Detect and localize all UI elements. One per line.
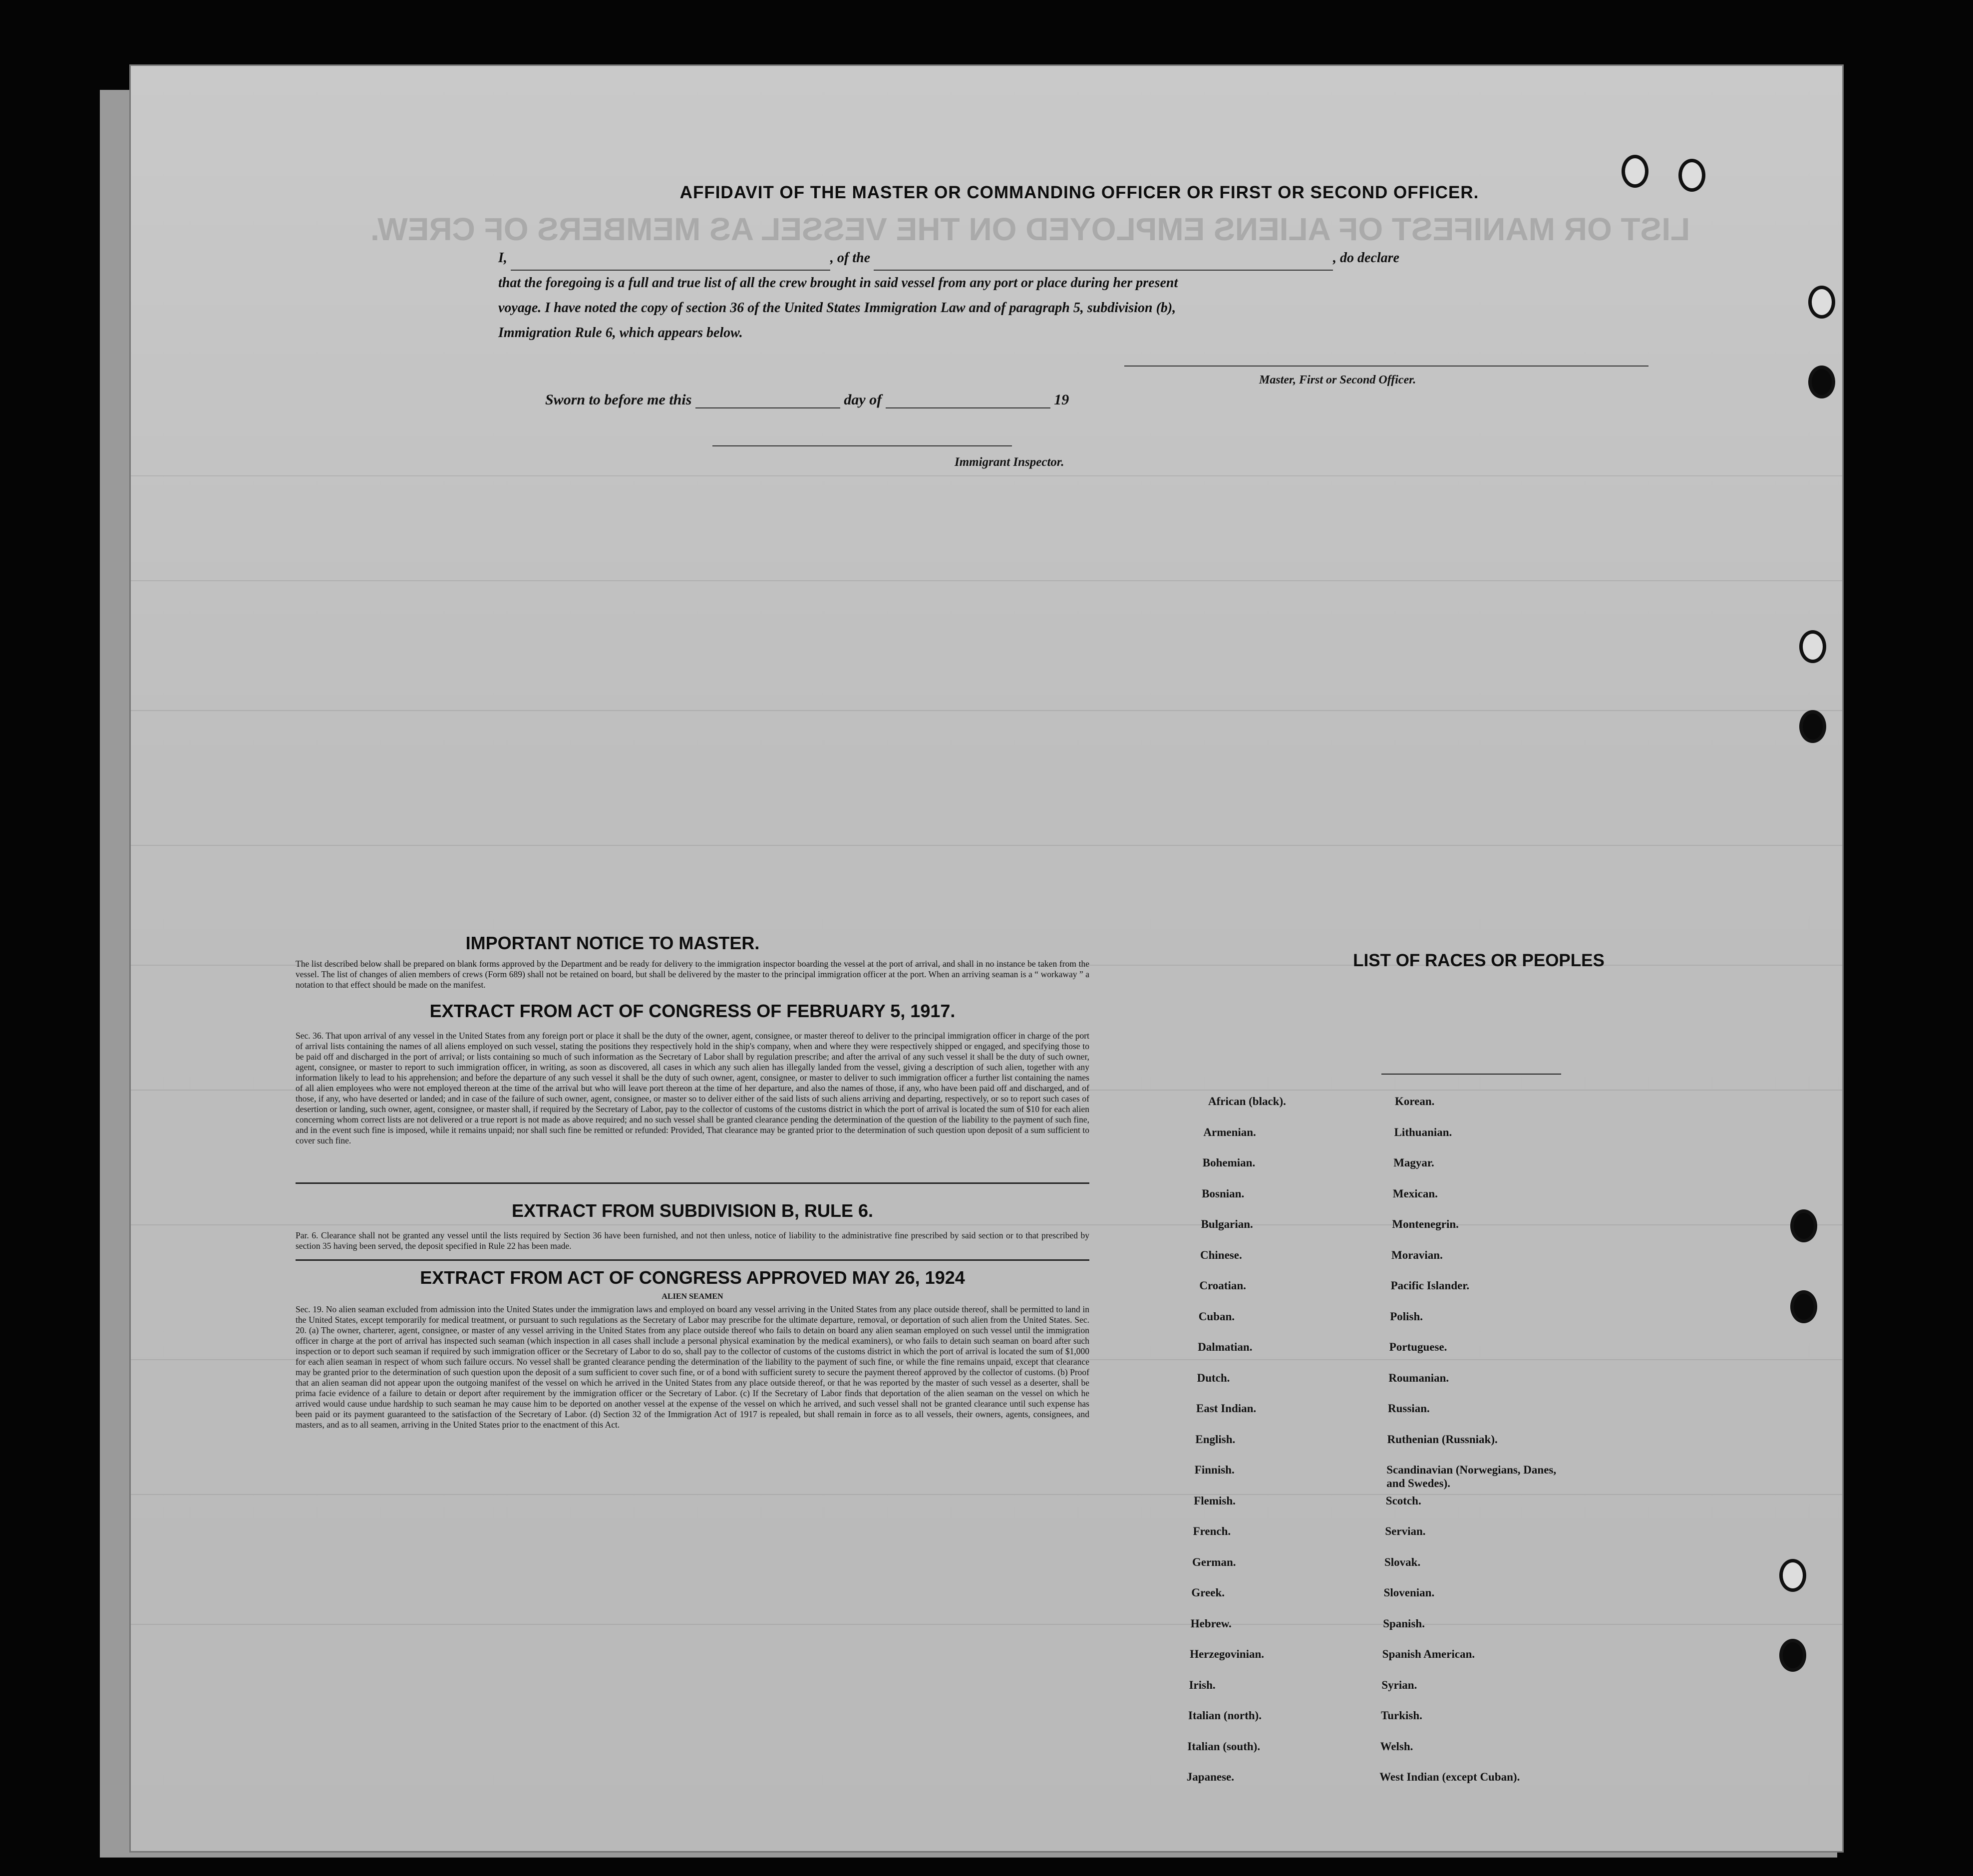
punch-hole-icon — [1622, 155, 1648, 188]
race-item: Lithuanian. — [1394, 1126, 1452, 1138]
race-item: Polish. — [1390, 1310, 1423, 1323]
race-item: Finnish. — [1194, 1464, 1235, 1476]
race-item: Slovak. — [1384, 1555, 1421, 1568]
punch-hole-icon — [1779, 1639, 1806, 1672]
race-item: Scandinavian (Norwegians, Danes, and Swedes). — [1386, 1464, 1557, 1490]
race-item: Welsh. — [1380, 1740, 1413, 1753]
race-item: Dalmatian. — [1198, 1341, 1253, 1353]
punch-hole-icon — [1678, 159, 1705, 192]
extract-1917-text: Sec. 36. That upon arrival of any vessel in the United States from any foreign port or place it shall be the duty of the owner, agent, consignee, or master thereof to deliver to the principal immigration officer in charge of the port of arrival lists containing the names of all aliens employed on such vessel, stating the positions they respectively hold in the ship's company, when and where they were respectively shipped or engaged, and specifying those to be paid off and discharged in the port of arrival; or lists containing so much of such information as the Secretary of Labor shall by regulation prescribe; and after the arrival of any such vessel it shall be the duty of such owner, agent, consignee, or master to report to such immigration officer, in writing, as soon as discovered, all cases in which any such alien has illegally landed from the vessel, giving a description of such alien, together with any information likely to lead to his apprehension; and before the departure of any such vessel it shall be the duty of such owner, agent, consignee, or master to deliver to such immigration officer a further list containing the names of all alien employees who were not employed thereon at the time of the arrival but who will leave port thereon at the time of her departure, and also the names of those, if any, who have been paid off and discharged, and of those, if any, who have deserted or landed; and in case of the failure of such owner, agent, consignee, or master so to deliver either of the said lists of such aliens arriving and departing, respectively, or so to report such cases of desertion or landing, such owner, agent, consignee, or master shall, if required by the Secretary of Labor, pay to the collector of customs of the customs district in which the port of arrival is located the sum of $10 for each alien concerning whom correct lists are not delivered or a true report is not made as above required; and no such vessel shall be granted clearance pending the determination of the question of the liability to the payment of such fine, and in the event such fine is imposed, while it remains unpaid; nor shall such fine be remitted or refunded: Provided, That clearance may be granted prior to the determination of such question upon deposit of a sum sufficient to cover such fine. — [296, 1031, 1089, 1145]
divider — [296, 1182, 1089, 1184]
sworn-year-prefix: 19 — [1054, 391, 1069, 408]
extract-rule6-title: EXTRACT FROM SUBDIVISION B, RULE 6. — [511, 1200, 874, 1221]
sworn-statement — [545, 391, 1069, 408]
race-item: Irish. — [1189, 1678, 1216, 1691]
race-item: Flemish. — [1194, 1494, 1236, 1507]
race-item: Moravian. — [1391, 1248, 1443, 1261]
affidavit-of-the: , of the — [830, 250, 871, 266]
race-item: Italian (north). — [1188, 1709, 1262, 1722]
punch-hole-icon — [1790, 1209, 1817, 1242]
race-item: West Indian (except Cuban). — [1379, 1771, 1520, 1783]
race-item: Portuguese. — [1389, 1341, 1447, 1353]
officer-signature-label: Master, First or Second Officer. — [1259, 374, 1416, 386]
extract-1924-text: Sec. 19. No alien seaman excluded from admission into the United States under the immigration laws and employed on board any vessel arriving in the United States from any place outside thereof, shall be permitted to land in the United States, except temporarily for medical treatment, or pursuant to such regulations as the Secretary of Labor may prescribe for the ultimate departure, removal, or deportation of such alien from the United States. Sec. 20. (a) The owner, charterer, agent, consignee, or master of any vessel arriving in the United States from any place outside thereof who fails to detain on board any alien seaman employed on such vessel until the immigration officer in charge at the port of arrival has inspected such seaman (which inspection in all cases shall include a personal physical examination by the medical examiners), or who fails to detain such seaman on board after such inspection or to deport such seaman if required by such immigration officer or the Secretary of Labor to do so, shall pay to the collector of customs of the customs district in which the port of arrival is located the sum of $1,000 for each alien seaman in respect of whom such failure occurs. No vessel shall be granted clearance pending the determination of the liability to the payment of such fine, or while the fine remains unpaid, except that clearance may be granted prior to the determination of such question upon the deposit of a sum sufficient to cover such fine, or of a bond with sufficient surety to secure the payment thereof approved by the collector of customs. (b) Proof that an alien seaman did not appear upon the outgoing manifest of the vessel on which he arrived in the United States from any place outside thereof, or that he was reported by the master of such vessel as a deserter, shall be prima facie evidence of a failure to detain or deport after requirement by the immigration officer or the Secretary of Labor. (c) If the Secretary of Labor finds that deportation of the alien seaman on the vessel on which he arrived would cause undue hardship to such seaman he may cause him to be deported on another vessel at the expense of the vessel on which he arrived, and such vessel shall not be granted clearance until such expense has been paid or its payment guaranteed to the satisfaction of the Secretary of Labor. (d) Section 32 of the Immigration Act of 1917 is repealed, but shall remain in force as to all vessels, their owners, agents, consignees, and masters, and as to all seamen, arriving in the United States prior to the enactment of this Act. — [296, 1304, 1089, 1430]
divider — [296, 1259, 1089, 1261]
race-item: Herzegovinian. — [1190, 1648, 1265, 1660]
race-item: Chinese. — [1200, 1248, 1242, 1261]
race-item: Ruthenian (Russniak). — [1387, 1433, 1498, 1446]
race-item: Spanish. — [1383, 1617, 1425, 1630]
affidavit-line-2: that the foregoing is a full and true list of all the crew brought in said vessel from any port or place during her present — [498, 275, 1178, 291]
race-item: Pacific Islander. — [1390, 1279, 1470, 1292]
race-item: Montenegrin. — [1392, 1218, 1459, 1230]
extract-1924-subtitle: ALIEN SEAMEN — [661, 1292, 723, 1301]
notice-title — [355, 933, 870, 954]
punch-hole-icon — [1799, 630, 1826, 663]
race-item: Syrian. — [1381, 1678, 1417, 1691]
races-title: LIST OF RACES OR PEOPLES — [1353, 951, 1605, 970]
race-item: Croatian. — [1199, 1279, 1246, 1292]
race-item: Bulgarian. — [1201, 1218, 1253, 1230]
race-item: Korean. — [1395, 1095, 1435, 1108]
sworn-day-field[interactable] — [695, 407, 840, 408]
inspector-label: Immigrant Inspector. — [955, 455, 1064, 469]
race-item: Bohemian. — [1202, 1156, 1256, 1169]
punch-hole-icon — [1779, 1559, 1806, 1592]
manifest-page: LIST OR MANIFEST OF ALIENS EMPLOYED ON THE VESSEL AS MEMBERS OF CREW. AFFIDAVIT OF THE MASTER OR COMMANDING OFFICER OR FIRST OR SECOND OFFICER. I, , of the , do declare that the foregoing is a full and true list of all the crew brought in said vessel from any port or place during her present voyage. I have noted the copy of section 36 of the United States Immigration Law and of paragraph 5, subdivision (b), Immigration Rule 6, which appears below. Master, First or Second Officer. Sworn to before me this day of 19 Immigrant Inspector. IMPORTANT NOTICE TO MASTER. The list described below shall be prepared on blank forms approved by the Department and be ready for delivery to the immigration inspector boarding the vessel at the port of arrival, and shall in no instance be taken from the vessel. The list of changes of alien members of crews (Form 689) shall not be retained on board, but shall be delivered by the master to the principal immigration officer at the port. When an arriving seaman is a “ workaway ” a notation to that effect should be made on the manifest. EXTRACT FROM ACT OF CONGRESS OF FEBRUARY 5, 1917. Sec. 36. That upon arrival of any vessel in the United States from any foreign port or place it shall be the duty of the owner, agent, consignee, or master thereof to deliver to the principal immigration officer in charge of the port of arrival lists containing the names of all aliens employed on such vessel, stating the positions they respectively hold in the ship's company, when and where they were respectively shipped or engaged, and specifying those to be paid off and discharged in the port of arrival; or lists containing so much of such information as the Secretary of Labor shall by regulation prescribe; and after the arrival of any such vessel it shall be the duty of such owner, agent, consignee, or master to report to such immigration officer, in writing, as soon as discovered, all cases in which any such alien has illegally landed from the vessel, giving a description of such alien, together with any information likely to lead to his apprehension; and before the departure of any such vessel it shall be the duty of such owner, agent, consignee, or master to deliver to such immigration officer a further list containing the names of all alien employees who were not employed thereon at the time of the arrival but who will leave port thereon at the time of her departure, and also the names of those, if any, who have been paid off and discharged, and of those, if any, who have deserted or landed; and in case of the failure of such owner, agent, consignee, or master so to deliver either of the said lists of such aliens arriving and departing, respectively, or so to report such cases of desertion or landing, such owner, agent, consignee, or master shall, if required by the Secretary of Labor, pay to the collector of customs of the customs district in which the port of arrival is located the sum of $10 for each alien concerning whom correct lists are not delivered or a true report is not made as above required; and no such vessel shall be granted clearance pending the determination of the question of the liability to the payment of such fine, and in the event such fine is imposed, while it remains unpaid; nor shall such fine be remitted or refunded: Provided, That clearance may be granted prior to the determination of such question upon deposit of a sum sufficient to cover such fine. EXTRACT FROM SUBDIVISION B, RULE 6. Par. 6. Clearance shall not be granted any vessel until the lists required by Section 36 have been furnished, and not then unless, notice of liability to the administrative fine prescribed by said section or to that prescribed by section 35 having been served, the deposit specified in Rule 22 has been made. EXTRACT FROM ACT OF CONGRESS APPROVED MAY 26, 1924 ALIEN SEAMEN Sec. 19. No alien seaman excluded from admission into the United States under the immigration laws and employed on board any vessel arriving in the United States from any place outside thereof, shall be permitted to land in the United States, except temporarily for medical treatment, or pursuant to such regulations as the Secretary of Labor may prescribe for the ultimate departure, removal, or deportation of such alien from the United States. Sec. 20. (a) The owner, charterer, agent, consignee, or master of any vessel arriving in the United States from any place outside thereof who fails to detain on board any alien seaman employed on such vessel until the immigration officer in charge at the port of arrival has inspected such seaman (which inspection in all cases shall include a personal physical examination by the medical examiners), or who fails to detain such seaman on board after such inspection or to deport such seaman if required by such immigration officer or the Secretary of Labor to do so, shall pay to the collector of customs of the customs district in which the port of arrival is located the sum of $1,000 for each alien seaman in respect of whom such failure occurs. No vessel shall be granted clearance pending the determination of the liability to the payment of such fine, or while the fine remains unpaid, except that clearance may be granted prior to the determination of such question upon the deposit of a sum sufficient to cover such fine, or of a bond with sufficient surety to secure the payment thereof approved by the collector of customs. (b) Proof that an alien seaman did not appear upon the outgoing manifest of the vessel on which he arrived in the United States from any place outside thereof, or that he was reported by the master of such vessel as a deserter, shall be prima facie evidence of a failure to detain or deport after requirement by the immigration officer or the Secretary of Labor. (c) If the Secretary of Labor finds that deportation of the alien seaman on the vessel on which he arrived would cause undue hardship to such seaman he may cause him to be deported on another vessel at the expense of the vessel on which he arrived, and such vessel shall not be granted clearance until such expense has been paid or its payment guaranteed to the satisfaction of the Secretary of Labor. (d) Section 32 of the Immigration Act of 1917 is repealed, but shall remain in force as to all vessels, their owners, agents, consignees, and masters, and as to all seamen, arriving in the United States prior to the enactment of this Act. LIST OF RACES OR PEOPLES African (black). Armenian. Bohemian. Bosnian. Bulgarian. Chinese. Croatian. Cuban. Dalmatian. Dutch. East Indian. English. Finnish. Flemish. French. German. Greek. Hebrew. Herzegovinian. Irish. Italian (north). Italian (south). Japanese. Korean. Lithuanian. Magyar. Mexican. Montenegrin. Moravian. Pacific Islander. Polish. Portuguese. Roumanian. Russian. Ruthenian (Russniak). Scandinavian (Norwegians, Danes, and Swedes). Scotch. Servian. Slovak. Slovenian. Spanish. Spanish American. Syrian. Turkish. Welsh. West Indian (except Cuban). — [131, 66, 1842, 1851]
race-item: East Indian. — [1196, 1402, 1257, 1415]
notice-text: The list described below shall be prepared on blank forms approved by the Department and be ready for delivery to the immigration inspector boarding the vessel at the port of arrival, and shall in no instance be taken from the vessel. The list of changes of alien members of crews (Form 689) shall not be retained on board, but shall be delivered by the master to the principal immigration officer at the port. When an arriving seaman is a “ workaway ” a notation to that effect should be made on the manifest. — [296, 959, 1089, 990]
race-item: English. — [1195, 1433, 1236, 1446]
race-item: Spanish American. — [1382, 1648, 1475, 1660]
race-item: Servian. — [1385, 1525, 1426, 1537]
race-item: Japanese. — [1186, 1771, 1234, 1783]
race-item: Dutch. — [1197, 1371, 1230, 1384]
race-item: Slovenian. — [1383, 1586, 1435, 1599]
affidavit-body — [498, 246, 1612, 346]
race-item: Russian. — [1388, 1402, 1430, 1415]
extract-1917-title: EXTRACT FROM ACT OF CONGRESS OF FEBRUARY 5, 1917. — [429, 1001, 956, 1021]
race-item: Cuban. — [1198, 1310, 1235, 1323]
affidavit-do-declare: , do declare — [1333, 250, 1399, 266]
race-item: Hebrew. — [1190, 1617, 1232, 1630]
sworn-month-field[interactable] — [886, 407, 1050, 408]
punch-hole-icon — [1808, 286, 1835, 319]
divider — [1381, 1074, 1561, 1075]
officer-signature-field[interactable] — [1124, 366, 1648, 367]
race-item: Mexican. — [1392, 1187, 1438, 1200]
extract-1924-title: EXTRACT FROM ACT OF CONGRESS APPROVED MAY 26, 1924 — [420, 1267, 965, 1288]
race-item: German. — [1192, 1555, 1236, 1568]
affidavit-line-4: Immigration Rule 6, which appears below. — [498, 325, 743, 341]
affidavit-line-3: voyage. I have noted the copy of section 36 of the United States Immigration Law and of paragraph 5, subdivision (b), — [498, 300, 1176, 316]
race-item: French. — [1193, 1525, 1231, 1537]
inspector-signature-field[interactable] — [712, 445, 1012, 446]
notice-title-text: IMPORTANT NOTICE TO MASTER. — [465, 933, 760, 953]
race-item: Bosnian. — [1202, 1187, 1245, 1200]
extract-rule6-text: Par. 6. Clearance shall not be granted any vessel until the lists required by Section 36 have been furnished, and not then unless, notice of liability to the administrative fine prescribed by said section or to that prescribed by section 35 having been served, the deposit specified in Rule 22 has been made. — [296, 1230, 1089, 1251]
race-item: Armenian. — [1203, 1126, 1256, 1138]
race-item: Greek. — [1191, 1586, 1225, 1599]
affidavit-declarant-prefix: I, — [498, 250, 507, 266]
sworn-prefix: Sworn to before me this — [545, 391, 692, 408]
punch-hole-icon — [1790, 1290, 1817, 1323]
race-item: African (black). — [1208, 1095, 1286, 1108]
punch-hole-icon — [1808, 366, 1835, 398]
sworn-day-of: day of — [844, 391, 882, 408]
punch-hole-icon — [1799, 710, 1826, 743]
race-item: Roumanian. — [1388, 1371, 1449, 1384]
race-item: Turkish. — [1381, 1709, 1422, 1722]
affidavit-title: AFFIDAVIT OF THE MASTER OR COMMANDING OFFICER OR FIRST OR SECOND OFFICER. — [679, 183, 1479, 202]
race-item: Magyar. — [1393, 1156, 1434, 1169]
race-item: Scotch. — [1385, 1494, 1421, 1507]
race-item: Italian (south). — [1187, 1740, 1261, 1753]
